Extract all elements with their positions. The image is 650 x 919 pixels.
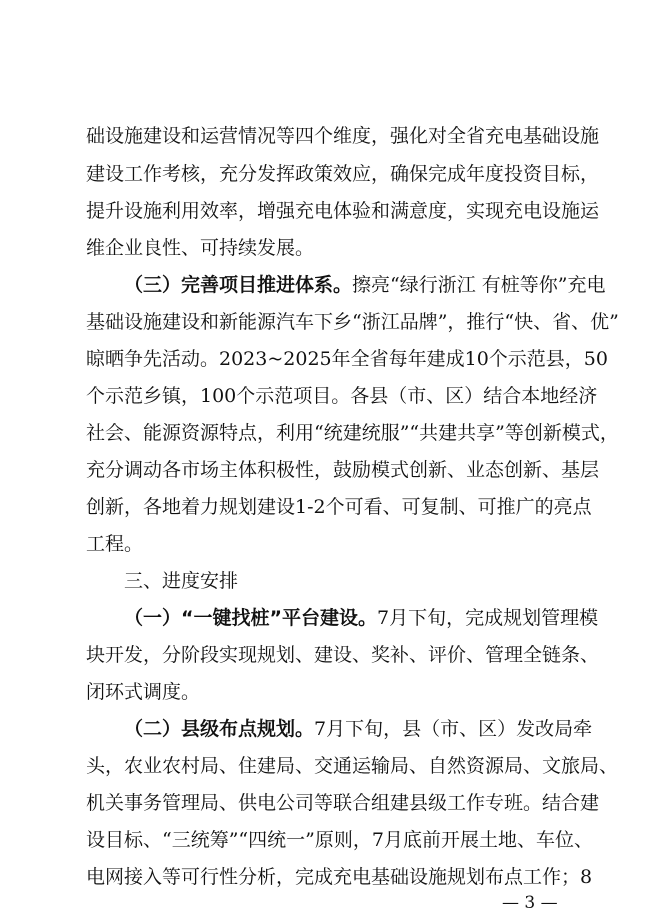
paragraph-line: 基础设施建设和新能源汽车下乡“浙江品牌”，推行“快、省、优” [86,311,619,333]
paragraph-line: 块开发，分阶段实现规划、建设、奖补、评价、管理全链条、 [86,644,600,666]
paragraph-line: 维企业良性、可持续发展。 [86,237,315,259]
paragraph-first-line [124,269,606,301]
paragraph-line: 头，农业农村局、住建局、交通运输局、自然资源局、文旅局、 [86,755,619,777]
section-heading: 三、进度安排 [124,570,239,592]
paragraph-line: 晾晒争先活动。2023~2025年全省每年建成10个示范县，50 [86,348,608,370]
paragraph-line: 电网接入等可行性分析，完成充电基础设施规划布点工作；8 [86,866,593,888]
paragraph-line: 创新，各地着力规划建设1-2个可看、可复制、可推广的亮点 [86,496,592,518]
paragraph-first-line [124,713,593,745]
paragraph-first-line [124,602,599,634]
paragraph-line: 提升设施利用效率，增强充电体验和满意度，实现充电设施运 [86,200,600,222]
paragraph-heading: （一）“一键找桩”平台建设。 [124,607,377,629]
paragraph-text: 7月下旬，完成规划管理模 [376,607,599,629]
paragraph-heading: （三）完善项目推进体系。 [124,274,353,296]
paragraph-line: 社会、能源资源特点，利用“统建统服”“共建共享”等创新模式， [86,422,619,444]
paragraph-text: 擦亮“绿行浙江 有桩等你”充电 [352,274,606,296]
paragraph-line: 充分调动各市场主体积极性，鼓励模式创新、业态创新、基层 [86,459,600,481]
paragraph-text: 7月下旬，县（市、区）发改局牵 [314,718,593,740]
paragraph-line: 机关事务管理局、供电公司等联合组建县级工作专班。结合建 [86,792,600,814]
paragraph-line: 建设工作考核，充分发挥政策效应，确保完成年度投资目标， [86,163,600,185]
paragraph-line: 础设施建设和运营情况等四个维度，强化对全省充电基础设施 [86,125,600,147]
paragraph-line: 工程。 [86,533,144,555]
paragraph-heading: （二）县级布点规划。 [124,718,315,740]
paragraph-line: 闭环式调度。 [86,681,201,703]
page-number: — 3 — [502,893,558,913]
paragraph-line: 个示范乡镇，100个示范项目。各县（市、区）结合本地经济 [86,385,598,407]
paragraph-line: 设目标、“三统筹”“四统一”原则，7月底前开展土地、车位、 [86,829,593,851]
